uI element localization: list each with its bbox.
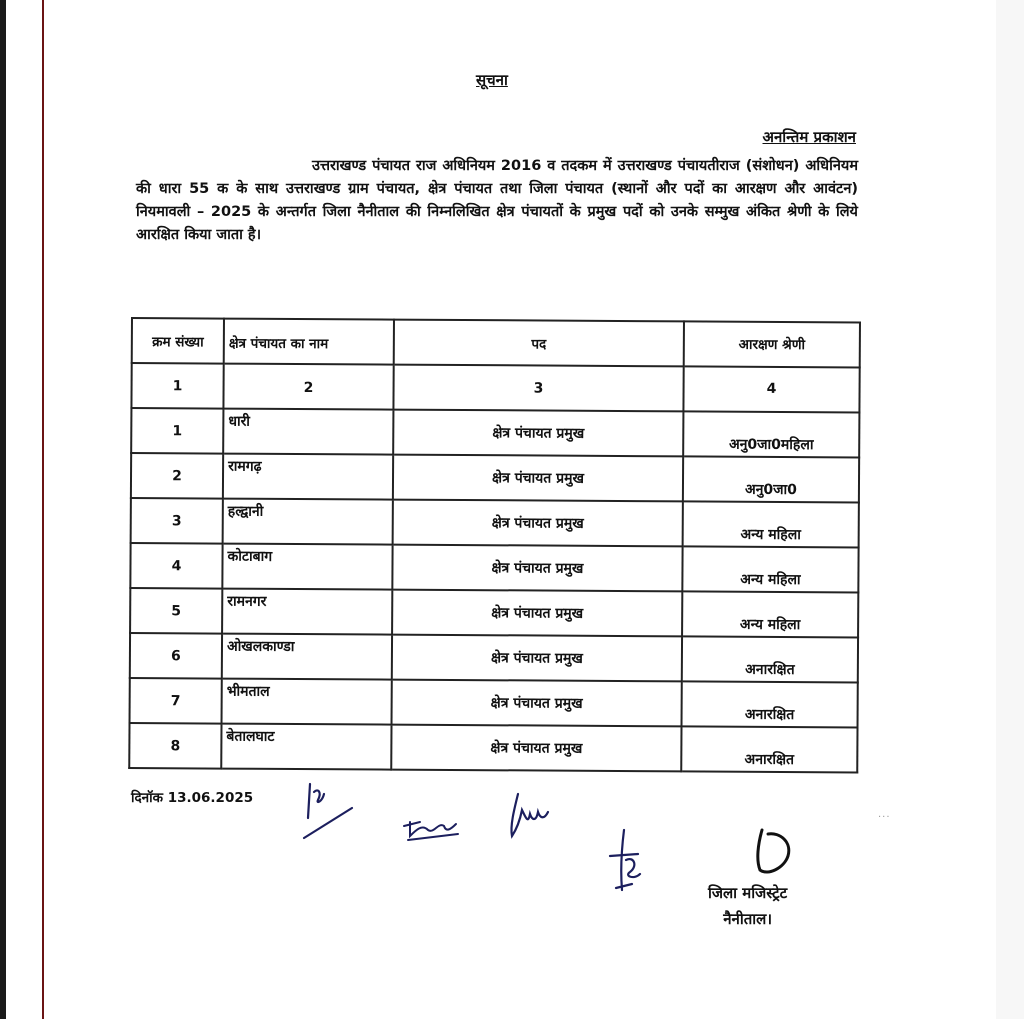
cell-category: अनु0जा0 bbox=[683, 456, 859, 502]
scan-edge bbox=[0, 0, 6, 1019]
table-row bbox=[131, 408, 859, 457]
table-row bbox=[130, 678, 858, 727]
cell-category: अनारक्षित bbox=[681, 726, 857, 772]
cell-post: क्षेत्र पंचायत प्रमुख bbox=[392, 680, 682, 727]
cell-name: धारी bbox=[223, 409, 393, 455]
cell-name: बेतालघाट bbox=[221, 724, 391, 770]
table-row bbox=[129, 723, 857, 772]
table-row bbox=[131, 453, 859, 502]
cell-name: भीमताल bbox=[222, 679, 392, 725]
column-number: 3 bbox=[393, 365, 683, 412]
header-category: आरक्षण श्रेणी bbox=[684, 321, 860, 367]
cell-name: कोटाबाग bbox=[222, 544, 392, 590]
table-header-row bbox=[132, 318, 860, 367]
column-number-row bbox=[131, 363, 859, 412]
cell-serial: 1 bbox=[131, 408, 223, 454]
cell-category: अनारक्षित bbox=[682, 636, 858, 682]
table-row bbox=[130, 588, 858, 637]
cell-serial: 6 bbox=[130, 633, 222, 679]
cell-post: क्षेत्र पंचायत प्रमुख bbox=[392, 635, 682, 682]
header-post: पद bbox=[394, 320, 684, 367]
signature-3 bbox=[504, 790, 558, 842]
signatory-block bbox=[708, 880, 787, 932]
signature-4 bbox=[602, 826, 648, 894]
cell-name: रामगढ़ bbox=[223, 454, 393, 500]
cell-category: अन्य महिला bbox=[683, 501, 859, 547]
table-row bbox=[131, 498, 859, 547]
cell-post: क्षेत्र पंचायत प्रमुख bbox=[392, 545, 682, 592]
scan-dots: ··· bbox=[878, 812, 891, 823]
signatory-designation: जिला मजिस्ट्रेट bbox=[708, 884, 788, 902]
notice-title: सूचना bbox=[476, 71, 508, 89]
signature-1 bbox=[296, 778, 360, 842]
cell-serial: 2 bbox=[131, 453, 223, 499]
cell-post: क्षेत्र पंचायत प्रमुख bbox=[391, 725, 681, 772]
notice-paragraph bbox=[136, 155, 858, 247]
scan-edge-right bbox=[996, 0, 1024, 1019]
cell-post: क्षेत्र पंचायत प्रमुख bbox=[393, 455, 683, 502]
cell-category: अन्य महिला bbox=[682, 591, 858, 637]
cell-category: अनु0जा0महिला bbox=[683, 411, 859, 457]
notice-date: दिनॉक 13.06.2025 bbox=[131, 790, 254, 806]
cell-name: हल्द्वानी bbox=[223, 499, 393, 545]
cell-serial: 8 bbox=[129, 723, 221, 769]
cell-category: अनारक्षित bbox=[682, 681, 858, 727]
column-number: 1 bbox=[131, 363, 223, 409]
cell-post: क्षेत्र पंचायत प्रमुख bbox=[393, 500, 683, 547]
cell-name: रामनगर bbox=[222, 589, 392, 635]
cell-serial: 4 bbox=[130, 543, 222, 589]
reservation-table bbox=[128, 317, 861, 773]
margin-line bbox=[42, 0, 44, 1019]
cell-serial: 3 bbox=[131, 498, 223, 544]
table-row bbox=[130, 543, 858, 592]
column-number: 4 bbox=[683, 366, 859, 412]
cell-category: अन्य महिला bbox=[682, 546, 858, 592]
cell-post: क्षेत्र पंचायत प्रमुख bbox=[393, 410, 683, 457]
cell-name: ओखलकाण्डा bbox=[222, 634, 392, 680]
header-serial: क्रम संख्या bbox=[132, 318, 224, 364]
paragraph-bold: प्रमुख पदों bbox=[587, 204, 643, 220]
signature-2 bbox=[400, 808, 464, 844]
cell-serial: 7 bbox=[130, 678, 222, 724]
paragraph-part-1: उत्तराखण्ड पंचायत राज अधिनियम 2016 व तदकम में उत्तराखण्ड पंचायतीराज (संशोधन) अधिनियम की धारा 55 क के साथ उत्तराखण्ड ग्राम पंचायत, क्षेत्र पंचायत तथा जिला पंचायत (स्थानों और पदों का आरक्षण और आवंटन) नियमावली – 2025 के अन्तर्गत जिला नैनीताल की निम्नलिखित क्षेत्र पंचायतों के bbox=[136, 158, 858, 220]
notice-subtitle: अनन्तिम प्रकाशन bbox=[762, 128, 856, 146]
column-number: 2 bbox=[223, 364, 393, 410]
table-row bbox=[130, 633, 858, 682]
header-name: क्षेत्र पंचायत का नाम bbox=[224, 319, 394, 365]
signature-5 bbox=[744, 824, 798, 878]
cell-post: क्षेत्र पंचायत प्रमुख bbox=[392, 590, 682, 637]
cell-serial: 5 bbox=[130, 588, 222, 634]
signatory-place: नैनीताल। bbox=[723, 910, 773, 928]
paragraph-part-2: को उनके सम्मुख अंकित श्रेणी के लिये आरक्षित किया जाता है। bbox=[136, 204, 858, 243]
